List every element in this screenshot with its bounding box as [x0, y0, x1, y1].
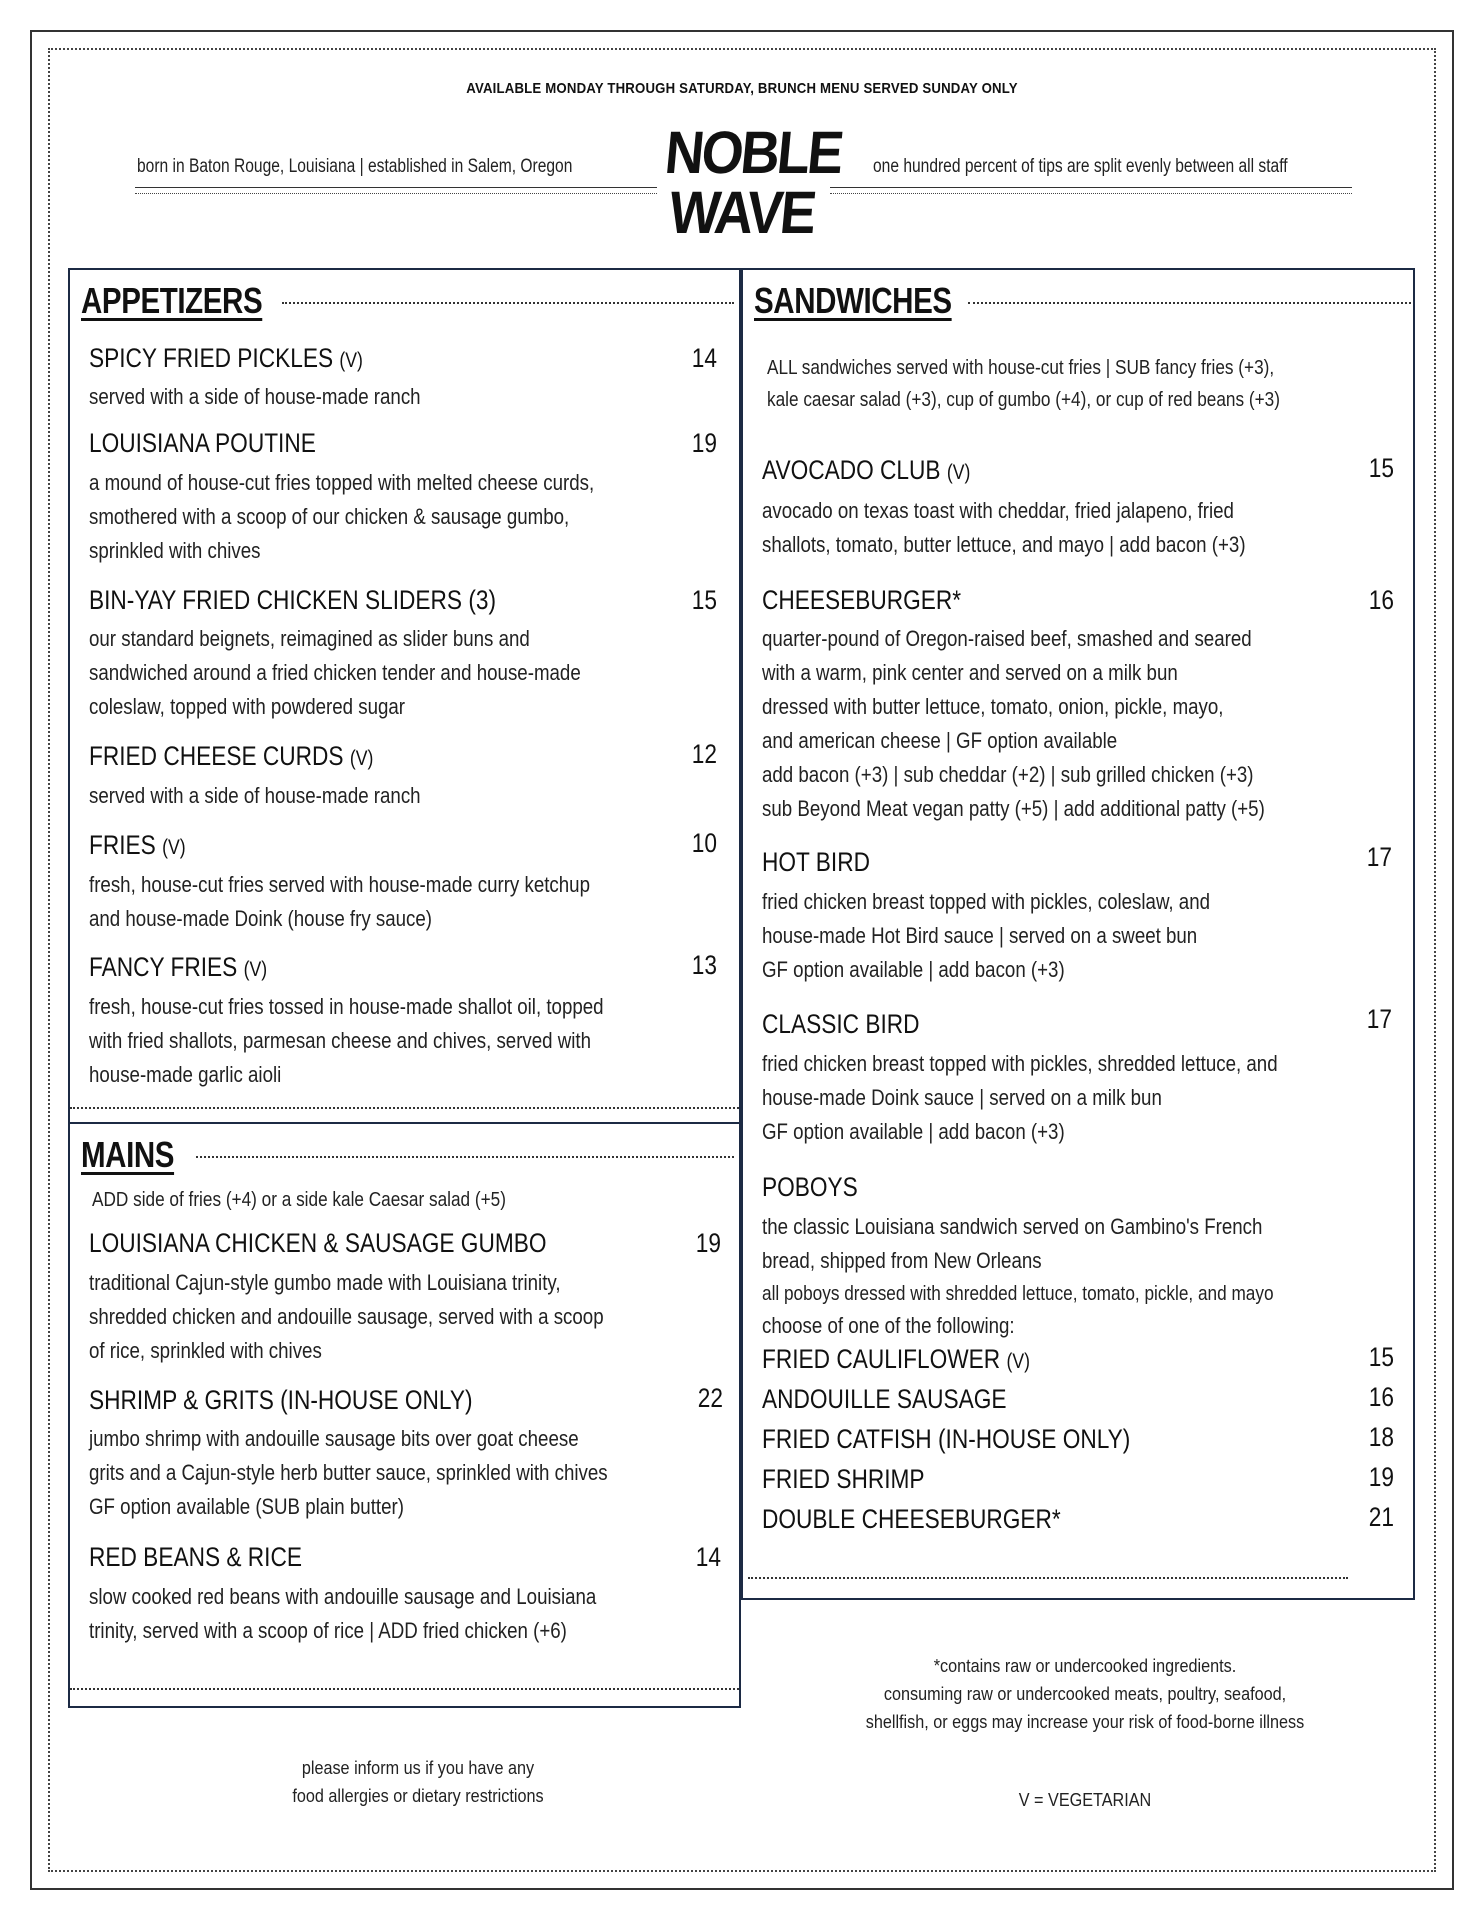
menu-item-name: CLASSIC BIRD — [762, 1009, 920, 1039]
poboy-option-price: 21 — [1368, 1502, 1394, 1532]
poboy-option-price: 18 — [1368, 1422, 1394, 1452]
menu-item-description: our standard beignets, reimagined as slider buns and sandwiched around a fried chicken tender and house-made coleslaw, topped with powdered sugar — [89, 626, 581, 719]
poboy-option-name: FRIED SHRIMP — [762, 1464, 925, 1494]
menu-item-description: fried chicken breast topped with pickles, shredded lettuce, and house-made Doink sauce | served on a milk bun GF option available | add bacon (+3) — [762, 1051, 1278, 1144]
sandwiches-title: SANDWICHES — [754, 280, 952, 321]
menu-item-price: 19 — [695, 1228, 721, 1258]
mains-sides-note: ADD side of fries (+4) or a side kale Caesar salad (+5) — [92, 1189, 506, 1211]
poboys-name: POBOYS — [762, 1172, 858, 1202]
sandwiches-bottom-dots — [748, 1577, 1348, 1579]
menu-item-description: quarter-pound of Oregon-raised beef, smashed and seared with a warm, pink center and served on a milk bun dressed with butter lettuce, tomato, onion, pickle, mayo, and american cheese | GF option available add bacon (+3) | sub cheddar (+2) | sub grilled chicken (+3) sub Beyond Meat vegan patty (+5) | add additional patty (+5) — [762, 626, 1265, 821]
poboy-option-name: FRIED CAULIFLOWER (V) — [762, 1344, 1030, 1374]
menu-item-price: 16 — [1368, 585, 1394, 615]
sandwiches-title-dots — [968, 302, 1411, 304]
menu-item-price: 15 — [1368, 453, 1394, 483]
sandwiches-sides-note: ALL sandwiches served with house-cut fries | SUB fancy fries (+3), kale caesar salad (+3), cup of gumbo (+4), or cup of red beans (+3) — [767, 357, 1280, 411]
menu-item-price: 14 — [691, 343, 717, 373]
menu-item-description: fresh, house-cut fries tossed in house-made shallot oil, topped with fried shallots, parmesan cheese and chives, served with house-made garlic aioli — [89, 994, 604, 1087]
menu-item-name: FANCY FRIES (V) — [89, 952, 268, 982]
tagline-right-rule — [830, 187, 1352, 188]
appetizers-title: APPETIZERS — [81, 280, 263, 321]
menu-item-price: 22 — [697, 1383, 723, 1413]
menu-item-description: jumbo shrimp with andouille sausage bits over goat cheese grits and a Cajun-style herb butter sauce, sprinkled with chives GF option available (SUB plain butter) — [89, 1426, 608, 1519]
menu-item-price: 10 — [691, 828, 717, 858]
menu-item-name: SHRIMP & GRITS (IN-HOUSE ONLY) — [89, 1385, 473, 1415]
appetizers-bottom-dots — [70, 1107, 739, 1109]
tagline-left-dots — [135, 193, 657, 194]
menu-item-name: CHEESEBURGER* — [762, 585, 962, 615]
mains-bottom-dots — [70, 1688, 739, 1690]
menu-item-price: 15 — [691, 585, 717, 615]
menu-item-price: 19 — [691, 428, 717, 458]
menu-item-price: 17 — [1366, 1004, 1392, 1034]
poboys-dressing-note: all poboys dressed with shredded lettuce, tomato, pickle, and mayo — [762, 1283, 1274, 1305]
tagline-left-rule — [135, 187, 657, 188]
menu-item-description: served with a side of house-made ranch — [89, 384, 421, 409]
raw-food-warning: *contains raw or undercooked ingredients. consuming raw or undercooked meats, poultry, seafood, shellfish, or eggs may increase your risk of food-borne illness — [865, 1656, 1305, 1732]
poboys-description: the classic Louisiana sandwich served on Gambino's French bread, shipped from New Orleans — [762, 1214, 1263, 1273]
menu-item-name: LOUISIANA CHICKEN & SAUSAGE GUMBO — [89, 1228, 547, 1258]
menu-item-description: avocado on texas toast with cheddar, fried jalapeno, fried shallots, tomato, butter lettuce, and mayo | add bacon (+3) — [762, 498, 1246, 557]
poboy-option-price: 15 — [1368, 1342, 1394, 1372]
menu-item-name: SPICY FRIED PICKLES (V) — [89, 343, 363, 373]
menu-item-description: served with a side of house-made ranch — [89, 783, 421, 808]
poboy-option-price: 16 — [1368, 1382, 1394, 1412]
menu-item-name: BIN-YAY FRIED CHICKEN SLIDERS (3) — [89, 585, 497, 615]
mains-title-dots — [196, 1156, 734, 1158]
menu-item-name: FRIES (V) — [89, 830, 186, 860]
poboy-option-name: DOUBLE CHEESEBURGER* — [762, 1504, 1061, 1534]
menu-item-description: a mound of house-cut fries topped with melted cheese curds, smothered with a scoop of our chicken & sausage gumbo, sprinkled with chives — [89, 470, 595, 563]
poboy-option-name: ANDOUILLE SAUSAGE — [762, 1384, 1007, 1414]
mains-title: MAINS — [81, 1134, 175, 1175]
poboy-option-price: 19 — [1368, 1462, 1394, 1492]
menu-item-price: 14 — [695, 1542, 721, 1572]
menu-item-name: FRIED CHEESE CURDS (V) — [89, 741, 374, 771]
menu-item-name: HOT BIRD — [762, 847, 870, 877]
menu-item-name: RED BEANS & RICE — [89, 1542, 302, 1572]
menu-item-price: 13 — [691, 950, 717, 980]
menu-item-name: LOUISIANA POUTINE — [89, 428, 316, 458]
menu-item-description: traditional Cajun-style gumbo made with Louisiana trinity, shredded chicken and andouille sausage, served with a scoop of rice, sprinkled with chives — [89, 1270, 604, 1363]
menu-item-description: fried chicken breast topped with pickles, coleslaw, and house-made Hot Bird sauce | served on a sweet bun GF option available | add bacon (+3) — [762, 889, 1211, 982]
logo-word-noble: NOBLE — [662, 119, 845, 186]
poboys-choose-note: choose of one of the following: — [762, 1313, 1015, 1338]
logo-word-wave: WAVE — [666, 179, 817, 246]
allergy-note: please inform us if you have any food allergies or dietary restrictions — [292, 1758, 544, 1806]
tagline-left: born in Baton Rouge, Louisiana | established in Salem, Oregon — [137, 156, 573, 177]
menu-item-description: fresh, house-cut fries served with house-made curry ketchup and house-made Doink (house fry sauce) — [89, 872, 590, 931]
noble-wave-logo — [662, 119, 845, 246]
poboy-option-name: FRIED CATFISH (IN-HOUSE ONLY) — [762, 1424, 1131, 1454]
tagline-right-dots — [830, 193, 1352, 194]
menu-item-description: slow cooked red beans with andouille sausage and Louisiana trinity, served with a scoop of rice | ADD fried chicken (+6) — [89, 1584, 597, 1643]
availability-banner: AVAILABLE MONDAY THROUGH SATURDAY, BRUNCH MENU SERVED SUNDAY ONLY — [466, 80, 1018, 97]
appetizers-title-dots — [282, 302, 734, 304]
tagline-right: one hundred percent of tips are split evenly between all staff — [873, 156, 1288, 177]
menu-item-name: AVOCADO CLUB (V) — [762, 455, 971, 485]
menu-item-price: 12 — [691, 739, 717, 769]
menu-item-price: 17 — [1366, 842, 1392, 872]
vegetarian-key: V = VEGETARIAN — [1018, 1790, 1152, 1810]
